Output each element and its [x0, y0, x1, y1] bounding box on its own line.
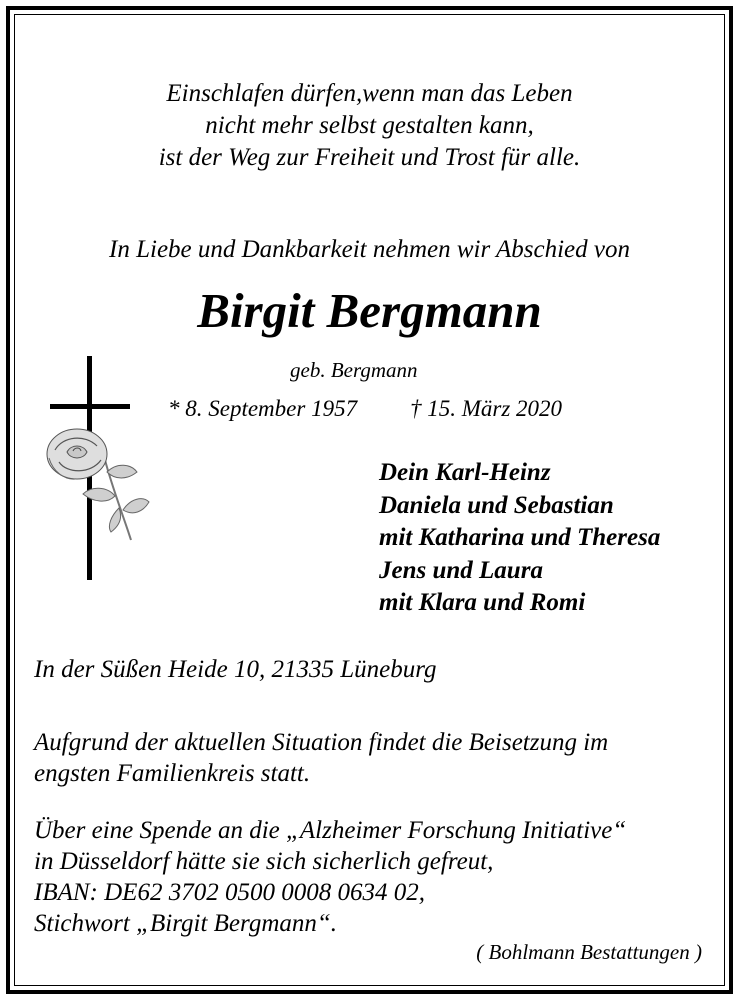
- address: In der Süßen Heide 10, 21335 Lüneburg: [34, 656, 437, 683]
- donation-line: in Düsseldorf hätte sie sich sicherlich gefreut,: [34, 848, 494, 875]
- farewell-intro: In Liebe und Dankbarkeit nehmen wir Abschied von: [109, 236, 630, 263]
- cross-icon: [45, 350, 155, 585]
- donation-line: Stichwort „Birgit Bergmann“.: [34, 910, 338, 937]
- poem: [0, 78, 739, 174]
- mourner: mit Klara und Romi: [379, 589, 586, 616]
- deceased-name: Birgit Bergmann: [197, 283, 542, 338]
- burial-note-line: engsten Familienkreis statt.: [34, 760, 311, 787]
- undertaker-credit: ( Bohlmann Bestattungen ): [476, 940, 702, 964]
- mourner: Jens und Laura: [379, 556, 543, 584]
- poem-line: nicht mehr selbst gestalten kann,: [205, 112, 534, 139]
- death-date: † 15. März 2020: [410, 396, 563, 421]
- mourner: Dein Karl-Heinz: [379, 459, 551, 486]
- mourner: Daniela und Sebastian: [379, 491, 614, 519]
- mourners-list: [379, 457, 660, 620]
- donation-note: [34, 815, 626, 939]
- maiden-name: geb. Bergmann: [290, 358, 418, 382]
- birth-date: * 8. September 1957: [168, 396, 358, 421]
- burial-note-line: Aufgrund der aktuellen Situation findet die Beisetzung im: [34, 729, 609, 756]
- poem-line: ist der Weg zur Freiheit und Trost für alle.: [158, 144, 581, 171]
- burial-note: [34, 727, 608, 789]
- donation-line: IBAN: DE62 3702 0500 0008 0634 02,: [34, 879, 425, 906]
- donation-line: Über eine Spende an die „Alzheimer Forschung Initiative“: [34, 817, 627, 844]
- poem-line: Einschlafen dürfen,wenn man das Leben: [166, 80, 573, 107]
- rose-icon: [47, 429, 149, 540]
- mourner: mit Katharina und Theresa: [379, 524, 661, 551]
